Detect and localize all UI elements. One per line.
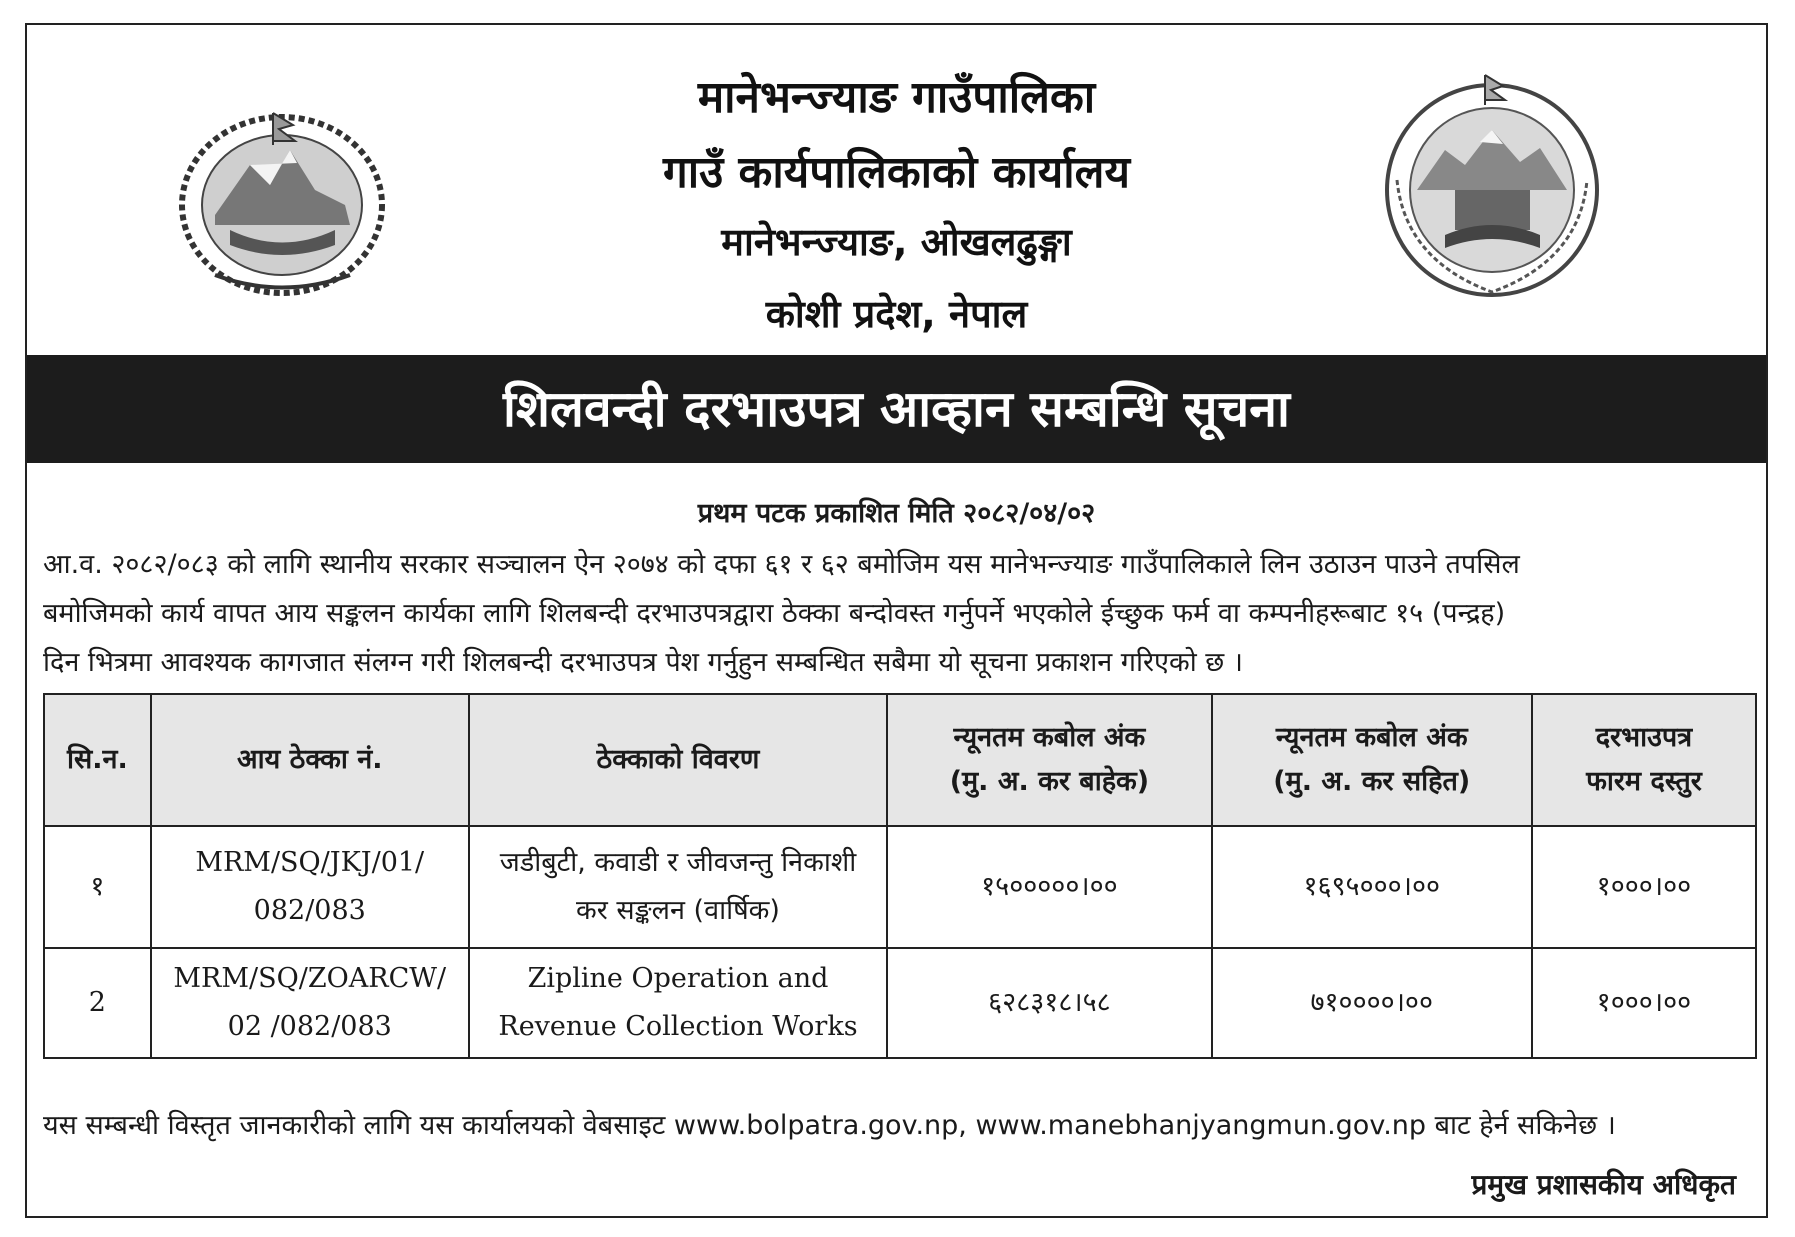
- cell-contract-no: [151, 948, 469, 1058]
- cell-form-fee: १०००।००: [1532, 826, 1756, 948]
- header-line: फारम दस्तुर: [1586, 766, 1702, 797]
- header-line: न्यूनतम कबोल अंक: [953, 722, 1146, 753]
- cell-min-bid-incl: १६९५०००।००: [1212, 826, 1532, 948]
- header-line: न्यूनतम कबोल अंक: [1275, 722, 1468, 753]
- cell-line: Revenue Collection Works: [498, 1011, 858, 1042]
- cell-sn: १: [44, 826, 151, 948]
- cell-min-bid-excl: १५०००००।००: [887, 826, 1211, 948]
- cell-line: कर सङ्कलन (वार्षिक): [575, 895, 780, 926]
- footer-note: यस सम्बन्धी विस्तृत जानकारीको लागि यस कार्यालयको वेबसाइट www.bolpatra.gov.np, www.manebhanjyangmun.gov.np बाट हेर्न सकिनेछ ।: [43, 1110, 1616, 1141]
- cell-sn: 2: [44, 948, 151, 1058]
- cell-description: [469, 948, 887, 1058]
- signatory-title: प्रमुख प्रशासकीय अधिकृत: [1471, 1168, 1736, 1201]
- notice-frame: [25, 23, 1768, 1218]
- header-min-bid-incl-vat: [1212, 694, 1532, 826]
- cell-contract-no: [151, 826, 469, 948]
- header-sn: सि.न.: [44, 694, 151, 826]
- table-header-row: [44, 694, 1756, 826]
- header-min-bid-excl-vat: [887, 694, 1211, 826]
- municipality-name: मानेभन्ज्याङ गाउँपालिका: [697, 72, 1096, 123]
- cell-form-fee: १०००।००: [1532, 948, 1756, 1058]
- intro-line: आ.व. २०८२/०८३ को लागि स्थानीय सरकार सञ्चालन ऐन २०७४ को दफा ६१ र ६२ बमोजिम यस मानेभन्ज्याङ गाउँपालिकाले लिन उठाउन पाउने तपसिल: [43, 549, 1520, 580]
- office-name: गाउँ कार्यपालिकाको कार्यालय: [662, 147, 1131, 198]
- contract-table: [43, 693, 1757, 1059]
- province-country: कोशी प्रदेश, नेपाल: [765, 292, 1028, 336]
- header-description: ठेक्काको विवरण: [469, 694, 887, 826]
- intro-line: बमोजिमको कार्य वापत आय सङ्कलन कार्यका लागि शिलबन्दी दरभाउपत्रद्वारा ठेक्का बन्दोवस्त गर्नुपर्ने भएकोले ईच्छुक फर्म वा कम्पनीहरूबाट १५ (पन्द्रह): [43, 598, 1506, 629]
- nepal-government-emblem-icon: [175, 105, 390, 300]
- cell-description: [469, 826, 887, 948]
- table-row: [44, 826, 1756, 948]
- published-date: प्रथम पटक प्रकाशित मिति २०८२/०४/०२: [697, 498, 1096, 529]
- cell-line: MRM/SQ/ZOARCW/: [173, 963, 447, 994]
- notice-title-banner: शिलवन्दी दरभाउपत्र आव्हान सम्बन्धि सूचना: [27, 355, 1766, 463]
- header-line: (मु. अ. कर सहित): [1273, 766, 1471, 797]
- cell-line: 02 /082/083: [227, 1011, 392, 1042]
- header-line: दरभाउपत्र: [1595, 722, 1693, 753]
- header-contract-no: आय ठेक्का नं.: [151, 694, 469, 826]
- cell-min-bid-incl: ७१००००।००: [1212, 948, 1532, 1058]
- cell-line: Zipline Operation and: [527, 963, 829, 994]
- cell-line: 082/083: [253, 895, 366, 926]
- cell-line: MRM/SQ/JKJ/01/: [195, 847, 425, 878]
- office-location: मानेभन्ज्याङ, ओखलढुङ्गा: [721, 220, 1072, 264]
- intro-line: दिन भित्रमा आवश्यक कागजात संलग्न गरी शिलबन्दी दरभाउपत्र पेश गर्नुहुन सम्बन्धित सबैमा यो सूचना प्रकाशन गरिएको छ ।: [43, 647, 1244, 678]
- header-form-fee: [1532, 694, 1756, 826]
- notice-intro: [43, 540, 1758, 687]
- municipality-logo-icon: [1375, 70, 1610, 305]
- table-row: [44, 948, 1756, 1058]
- header: [27, 25, 1766, 355]
- header-line: (मु. अ. कर बाहेक): [949, 766, 1150, 797]
- cell-min-bid-excl: ६२८३१८।५८: [887, 948, 1211, 1058]
- cell-line: जडीबुटी, कवाडी र जीवजन्तु निकाशी: [499, 847, 857, 878]
